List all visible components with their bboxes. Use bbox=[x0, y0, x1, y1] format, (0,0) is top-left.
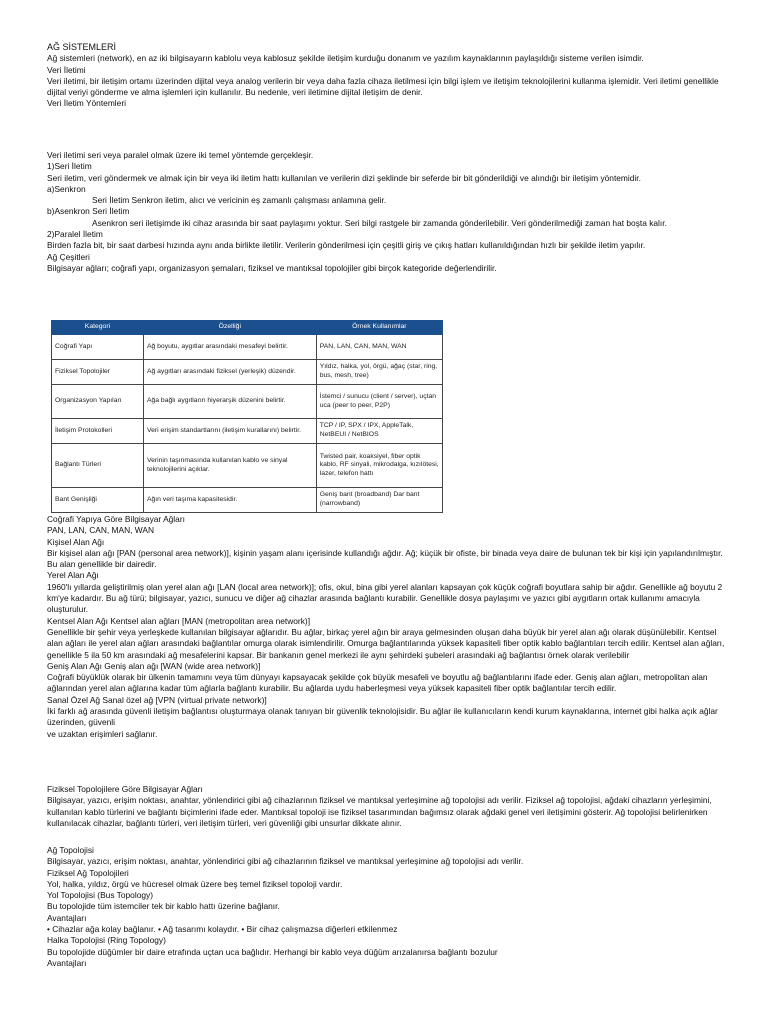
paragraph: Yol, halka, yıldız, örgü ve hücresel olmak üzere beş temel fiziksel topoloji vardır. bbox=[47, 878, 343, 889]
paragraph: Bu topolojide tüm istemciler tek bir kablo hattı üzerine bağlanır. bbox=[47, 901, 280, 912]
table-cell: PAN, LAN, CAN, MAN, WAN bbox=[316, 335, 442, 360]
heading-bus-topology: Yol Topolojisi (Bus Topology) bbox=[47, 890, 153, 901]
paragraph: Birden fazla bit, bir saat darbesi hızında aynı anda birlikte iletilir. Verilerin gönderilmesi için çeşitli giriş ve çıkış hatları kullanıldığından hızlı bir şekilde iletim yapılır. bbox=[47, 240, 646, 251]
table-cell: Ağa bağlı aygıtların hiyerarşik düzenini belirtir. bbox=[143, 385, 316, 419]
heading-advantages: Avantajları bbox=[47, 912, 87, 923]
table-row bbox=[52, 360, 443, 385]
heading-synchronous: a)Senkron bbox=[47, 183, 86, 194]
paragraph: Bu topolojide düğümler bir daire etrafında uçtan uca bağlıdır. Herhangi bir kablo veya düğüm arızalanırsa bağlantı bozulur bbox=[47, 946, 498, 957]
section-physical-topologies bbox=[47, 784, 727, 829]
table-row bbox=[52, 444, 443, 488]
paragraph: Genellikle bir şehir veya yerleşkede kullanılan bilgisayar ağlarıdır. Bu ağlar, birkaç yerel ağın bir araya gelmesinden oluşan daha büyük bir yerel alan ağı olarak düşünülebilir. Kentsel alan ağları ile yerel alan ağları arasındaki bağlantılar omurga olarak isimlendirilir. Omurga bağlantılarında yüksek kapasiteli fiber optik kablo bağlantıları tercih edilir. Kentsel alan ağları, genellikle 5 ila 50 km arasındaki ağ mesafelerini kapsar. Bir bankanın genel merkezi ile aynı şehirdeki şubeleri arasındaki ağ bağlantısı örnek olarak verilebilir bbox=[47, 626, 725, 660]
heading-parallel: 2)Paralel İletim bbox=[47, 229, 103, 240]
paragraph: Bilgisayar, yazıcı, erişim noktası, anahtar, yönlendirici gibi ağ cihazlarının fiziksel ve mantıksal yerleşimine ağ topolojisi adı verilir. bbox=[47, 856, 524, 867]
section-transmission-methods bbox=[47, 150, 727, 274]
section-geographic-networks bbox=[47, 514, 727, 740]
bullet-list: • Cihazlar ağa kolay bağlanır. • Ağ tasarımı kolaydır. • Bir cihaz çalışmazsa diğerleri etkilenmez bbox=[47, 924, 398, 935]
table-cell: Veri erişim standartlarını (iletişim kurallarını) belirtir. bbox=[143, 419, 316, 444]
table-cell: Bant Genişliği bbox=[52, 488, 144, 513]
column-header: Örnek Kullanımlar bbox=[316, 321, 442, 335]
heading-asynchronous: b)Asenkron Seri İletim bbox=[47, 206, 130, 217]
table-cell: Coğrafi Yapı bbox=[52, 335, 144, 360]
table-cell: Fiziksel Topolojiler bbox=[52, 360, 144, 385]
paragraph: Bir kişisel alan ağı [PAN (personal area network)], kişinin yaşam alanı içerisinde kullandığı ağdır. Ağ; küçük bir ofiste, bir binada veya daire de bulunan tek bir kişi için yapılandırılmıştır. Bu alan genellikle bir dairedir. bbox=[47, 547, 723, 570]
table-cell: İstemci / sunucu (client / server), uçtan uca (peer to peer, P2P) bbox=[316, 385, 442, 419]
column-header: Kategori bbox=[52, 321, 144, 335]
paragraph: Coğrafi büyüklük olarak bir ülkenin tamamını veya tüm dünyayı kapsayacak şekilde çok büyük mesafeli ve boyutlu ağ bağlantılarını ifade eder. Geniş alan ağları, metropolitan alan ağlarından yerel alan ağlarına kadar tüm ağlarla bağlantı kurabilir. Bu ağlarda uydu haberleşmesi veya yüksek kapasiteli fiber optik bağlantılar tercih edilir. bbox=[47, 672, 708, 694]
paragraph: Seri iletim, veri göndermek ve almak için bir veya iki iletim hattı kullanılan ve verilerin dizi şeklinde bir seferde bir bit gönderildiği ve alındığı bir iletişim yöntemidir. bbox=[47, 172, 641, 183]
section-network-intro bbox=[47, 42, 727, 110]
table-cell: Geniş bant (broadband) Dar bant (narrowband) bbox=[316, 488, 442, 513]
table-row bbox=[52, 385, 443, 419]
heading-network-topology: Ağ Topolojisi bbox=[47, 845, 94, 855]
paragraph: Ağ sistemleri (network), en az iki bilgisayarın kablolu veya kablosuz şekilde iletişim kurduğu donanım ve yazılım kaynaklarının paylaşıldığı sisteme verilen isimdir. bbox=[47, 53, 644, 64]
network-categories-table bbox=[51, 320, 443, 513]
heading-lan: Yerel Alan Ağı bbox=[47, 570, 99, 581]
table-row bbox=[52, 335, 443, 360]
table-cell: Ağ aygıtları arasındaki fiziksel (yerleşik) düzendir. bbox=[143, 360, 316, 385]
table-cell: Bağlantı Türleri bbox=[52, 444, 144, 488]
paragraph: Veri iletimi seri veya paralel olmak üzere iki temel yöntemde gerçekleşir. bbox=[47, 150, 314, 160]
paragraph: Veri iletimi, bir iletişim ortamı üzerinden dijital veya analog verilerin bir veya daha fazla cihaza iletilmesi için bilgi işlem ve iletişim teknolojilerini kullanma işlemidir. Veri iletimi genellikle dijital veriyi gönderme ve alma işlemleri için kullanılır. Bu nedenle, veri iletimine dijital iletişim de denir. bbox=[47, 75, 719, 98]
table-cell: İletişim Protokolleri bbox=[52, 419, 144, 444]
heading-wan: Geniş Alan Ağı Geniş alan ağı [WAN (wide area network)] bbox=[47, 660, 261, 671]
section-network-topology bbox=[47, 845, 727, 969]
table-cell: Twisted pair, koaksiyel, fiber optik kablo, RF sinyali, mikrodalga, kızılötesi, lazer, telefon hattı bbox=[316, 444, 442, 488]
paragraph-indented: Seri İletim Senkron iletim, alıcı ve vericinin eş zamanlı çalışması anlamına gelir. bbox=[92, 195, 387, 206]
paragraph-indented: Asenkron seri iletişimde iki cihaz arasında bir saat paylaşımı yoktur. Seri bilgi rastgele bir zamanda gönderilebilir. Veri gönderilmediği zaman hat boşta kalır. bbox=[92, 217, 667, 228]
column-header: Özelliği bbox=[143, 321, 316, 335]
paragraph: ve uzaktan erişimleri sağlanır. bbox=[47, 728, 158, 739]
heading-geographic: Coğrafi Yapıya Göre Bilgisayar Ağları bbox=[47, 514, 185, 524]
paragraph: PAN, LAN, CAN, MAN, WAN bbox=[47, 525, 155, 536]
table-cell: Ağın veri taşıma kapasitesidir. bbox=[143, 488, 316, 513]
paragraph: Bilgisayar, yazıcı, erişim noktası, anahtar, yönlendirici gibi ağ cihazlarının fiziksel ve mantıksal yerleşimine ağ topolojisi adı verilir. Fiziksel ağ topolojisi, ağdaki cihazların yerleşimini, kullanılan kablo türlerini ve bağlantı biçimlerini ifade eder. Mantıksal topoloji ise fiziksel tasarımından bağımsız olarak ağdaki genel veri iletişimini gösterir. Ağ topolojisi belirlenirken kullanılacak cihazlar, bağlantı türleri, veri iletişim türleri, veri güvenliği gibi unsurlar dikkate alınır. bbox=[47, 795, 712, 828]
heading-vpn: Sanal Özel Ağ Sanal özel ağ [VPN (virtual private network)] bbox=[47, 694, 267, 705]
document-title: AĞ SİSTEMLERİ bbox=[47, 42, 117, 52]
table-cell: Yıldız, halka, yol, örgü, ağaç (star, ring, bus, mesh, tree) bbox=[316, 360, 442, 385]
heading-man: Kentsel Alan Ağı Kentsel alan ağları [MAN (metropolitan area network)] bbox=[47, 615, 311, 626]
heading-serial: 1)Seri İletim bbox=[47, 161, 92, 172]
heading-ring-topology: Halka Topolojisi (Ring Topology) bbox=[47, 935, 166, 946]
table-cell: TCP / IP, SPX / IPX, AppleTalk, NetBEUI / NetBIOS bbox=[316, 419, 442, 444]
heading-physical-network-topologies: Fiziksel Ağ Topolojileri bbox=[47, 867, 129, 878]
heading-transmission-methods: Veri İletim Yöntemleri bbox=[47, 98, 126, 109]
heading-advantages: Avantajları bbox=[47, 957, 87, 968]
paragraph: 1960'lı yıllarda geliştirilmiş olan yerel alan ağı [LAN (local area network)]; ofis, okul, bina gibi yerel alanları kapsayan çok küçük coğrafi boyutlara sahip bir ağdır. Genellikle ağ boyutu 2 km'ye kadardır. Bu ağ türü; bilgisayar, yazıcı, sunucu ve diğer ağ cihazlar arasında bağlantı kurabilir. Genellikle dosya paylaşımı ve yazıcı gibi aygıtların ortak kullanımı amacıyla oluşturulur. bbox=[47, 581, 723, 615]
heading-pan: Kişisel Alan Ağı bbox=[47, 536, 105, 547]
table-cell: Ağ boyutu, aygıtlar arasındaki mesafeyi belirtir. bbox=[143, 335, 316, 360]
table-row bbox=[52, 419, 443, 444]
heading-data-transmission: Veri İletimi bbox=[47, 64, 86, 75]
heading-physical-topologies: Fiziksel Topolojilere Göre Bilgisayar Ağları bbox=[47, 784, 203, 794]
paragraph: İki farklı ağ arasında güvenli iletişim bağlantısı oluşturmaya olanak tanıyan bir güvenlik teknolojisidir. Bu ağlar ile kullanıcıların kendi kurum kaynaklarına, internet gibi halka açık ağlar üzerinden, güvenli bbox=[47, 706, 718, 728]
paragraph: Bilgisayar ağları; coğrafi yapı, organizasyon şemaları, fiziksel ve mantıksal topolojiler gibi birçok kategoride değerlendirilir. bbox=[47, 262, 497, 273]
table-row bbox=[52, 488, 443, 513]
table-header-row bbox=[52, 321, 443, 335]
table-cell: Verinin taşınmasında kullanılan kablo ve sinyal teknolojilerini açıklar. bbox=[143, 444, 316, 488]
table-cell: Organizasyon Yapıları bbox=[52, 385, 144, 419]
heading-network-types: Ağ Çeşitleri bbox=[47, 251, 90, 262]
